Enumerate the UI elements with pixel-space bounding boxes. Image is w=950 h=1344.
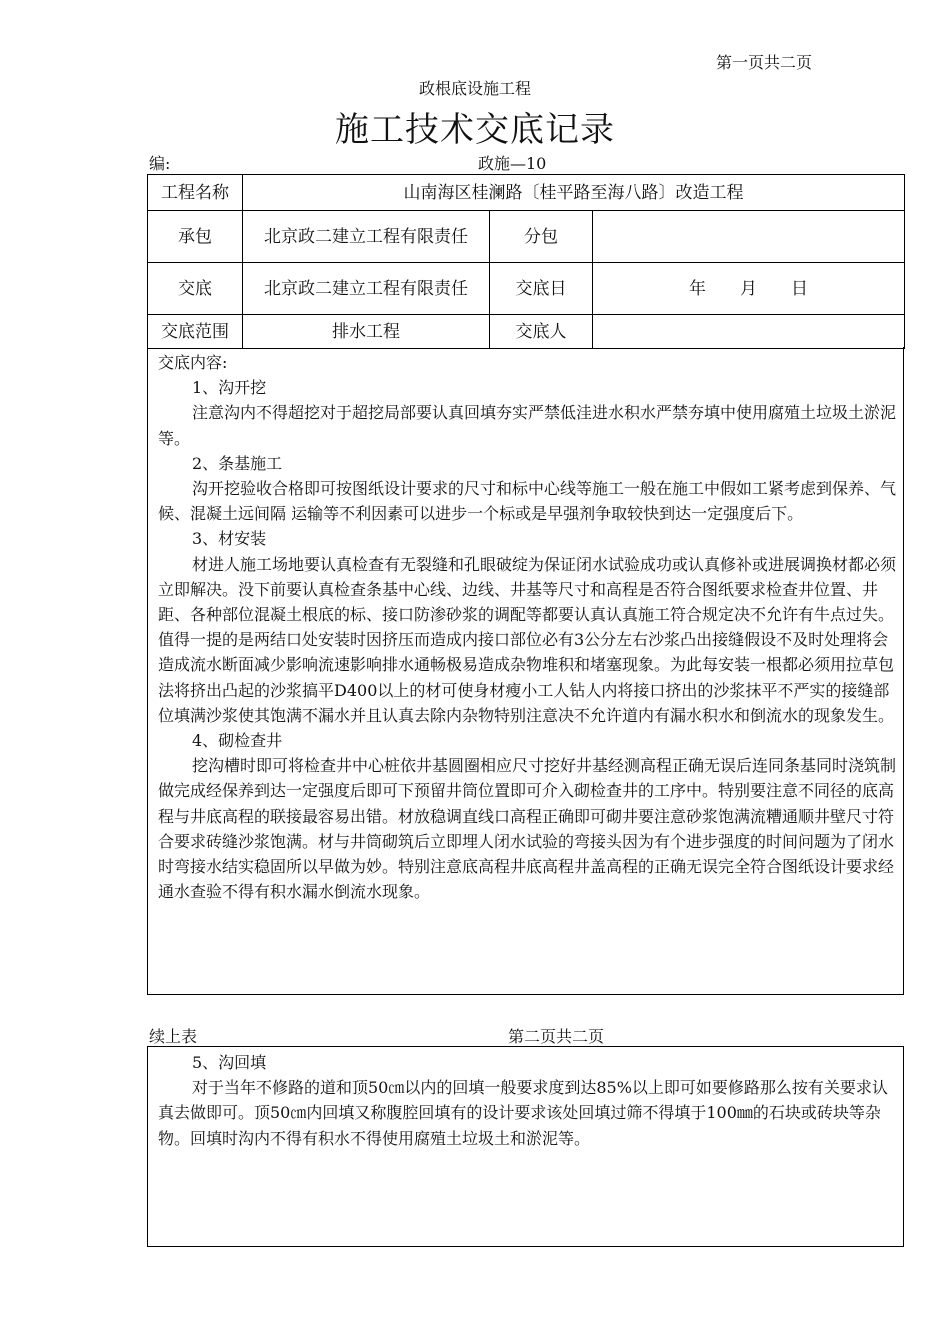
scope-value: 排水工程 <box>243 315 490 349</box>
content-label: 交底内容: <box>158 353 228 372</box>
bian-label: 编: <box>149 154 171 173</box>
section-4-title: 4、砌检查井 <box>192 731 283 751</box>
continuation-label: 续上表 <box>149 1027 198 1046</box>
project-name-label: 工程名称 <box>148 175 243 211</box>
table-row <box>148 263 905 315</box>
section-2-title: 2、条基施工 <box>192 453 283 473</box>
subcontractor-value <box>593 211 905 263</box>
section-1-title: 1、沟开挖 <box>192 378 267 398</box>
page-indicator-2: 第二页共二页 <box>508 1027 605 1046</box>
document-subtitle: 政根底设施工程 <box>418 79 531 98</box>
page-indicator: 第一页共二页 <box>716 53 813 72</box>
section-3-title: 3、材安装 <box>192 529 267 549</box>
section-2-body: 沟开挖验收合格即可按图纸设计要求的尺寸和标中心线等施工一般在施工中假如工紧考虑到保养、气候、混凝土远间隔 运输等不利因素可以进步一个标或是早强剂争取较快到达一定强度后下。 <box>158 479 897 524</box>
section-5-body: 对于当年不修路的道和顶50㎝以内的回填一般要求度到达85%以上即可如要修路那么按有关要求认真去做即可。顶50㎝内回填又称腹腔回填有的设计要求该处回填过筛不得填于100㎜的石块或砖块等杂物。回填时沟内不得有积水不得使用腐殖土垃圾土和淤泥等。 <box>158 1078 888 1148</box>
disclosure-date-label: 交底日 <box>490 263 593 315</box>
subcontractor-label: 分包 <box>490 211 593 263</box>
table-row <box>148 175 905 211</box>
document-code: 政施—10 <box>478 154 547 173</box>
project-name-value: 山南海区桂澜路〔桂平路至海八路〕改造工程 <box>243 175 905 211</box>
disclosure-content <box>147 347 904 995</box>
section-1-body: 注意沟内不得超挖对于超挖局部要认真回填夯实严禁低洼进水积水严禁夯填中使用腐殖土垃圾土淤泥等。 <box>158 403 897 448</box>
section-4-body: 挖沟槽时即可将检查井中心桩依井基圆圈相应尺寸挖好井基经测高程正确无误后连同条基同时浇筑制做完成经保养到达一定强度后即可下预留井筒位置即可介入砌检查井的工序中。特别要注意不同径的底高程与井底高程的联接最容易出错。材放稳调直线口高程正确即可砌井要注意砂浆饱满流糟通顺井壁尺寸符合要求砖缝沙浆饱满。材与井筒砌筑后立即埋人闭水试验的弯接头因为有个进步强度的时间问题为了闭水时弯接水结实稳固所以早做为妙。特别注意底高程井底高程井盖高程的正确无误完全符合图纸设计要求经通水查验不得有积水漏水倒流水现象。 <box>158 756 897 902</box>
section-5-title: 5、沟回填 <box>192 1053 267 1072</box>
scope-label: 交底范围 <box>148 315 243 349</box>
disclosure-date-value: 年 月 日 <box>593 263 905 315</box>
continuation-content <box>147 1046 904 1247</box>
info-table <box>147 174 905 349</box>
disclosure-person-value <box>593 315 905 349</box>
table-row <box>148 211 905 263</box>
section-3-body: 材进人施工场地要认真检查有无裂缝和孔眼破绽为保证闭水试验成功或认真修补或进展调换材都必须立即解决。没下前要认真检查条基中心线、边线、井基等尺寸和高程是否符合图纸要求检查井位置、井距、各种部位混凝土根底的标、接口防渗砂浆的调配等都要认真认真施工符合规定决不允许有牛点过失。值得一提的是两结口处安装时因挤压而造成内接口部位必有3公分左右沙浆凸出接缝假设不及时处理将会造成流水断面减少影响流速影响排水通畅极易造成杂物堆积和堵塞现象。为此每安装一根都必须用拉草包法将挤出凸起的沙浆搞平D400以上的材可使身材瘦小工人钻人内将接口挤出的沙浆抹平不严实的接缝部位填满沙浆使其饱满不漏水并且认真去除内杂物特别注意决不允许道内有漏水积水和倒流水的现象发生。 <box>158 554 897 725</box>
disclosure-unit-value: 北京政二建立工程有限责任 <box>243 263 490 315</box>
disclosure-unit-label: 交底 <box>148 263 243 315</box>
table-row <box>148 315 905 349</box>
contractor-value: 北京政二建立工程有限责任 <box>243 211 490 263</box>
document-title: 施工技术交底记录 <box>335 110 615 150</box>
disclosure-person-label: 交底人 <box>490 315 593 349</box>
contractor-label: 承包 <box>148 211 243 263</box>
